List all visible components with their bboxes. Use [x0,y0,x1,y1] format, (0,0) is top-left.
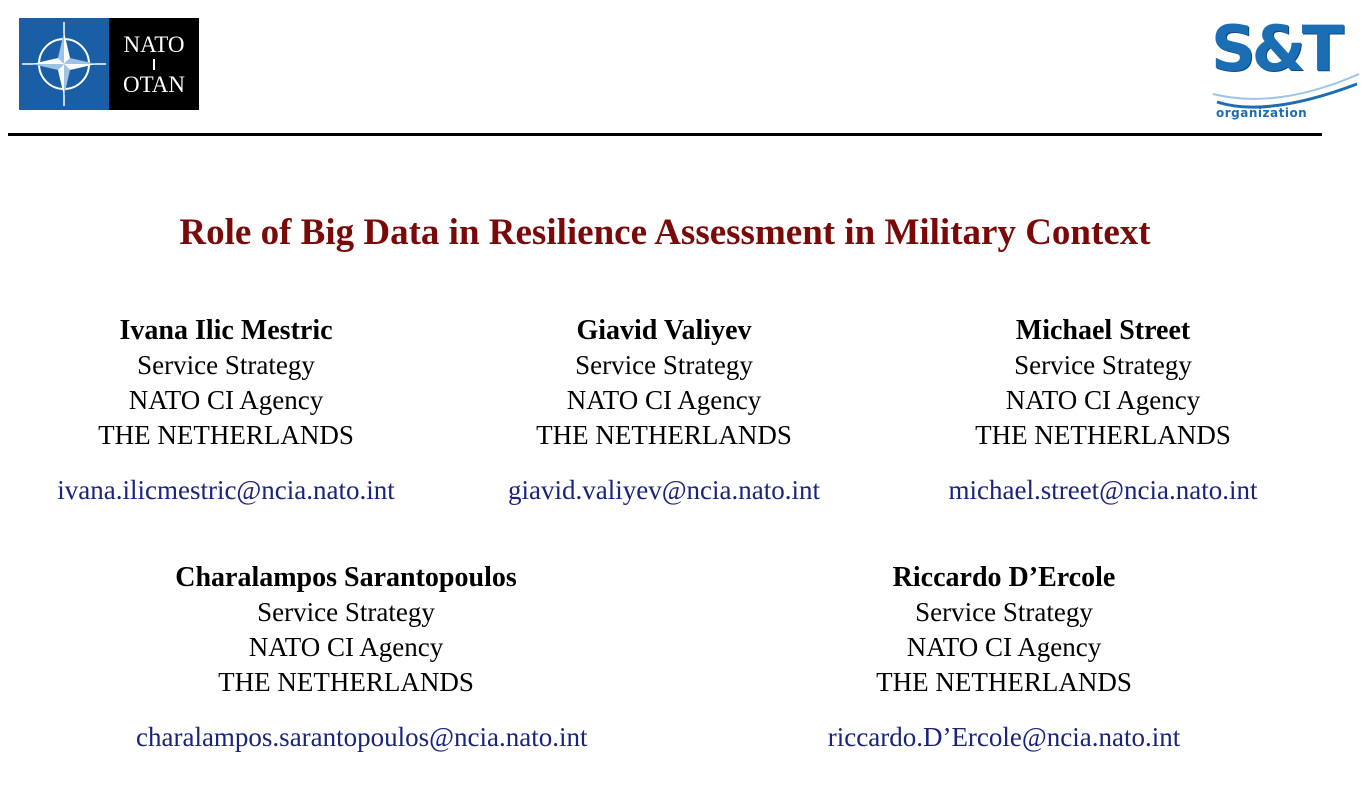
author-block [893,313,1313,508]
author-block [794,560,1214,755]
author-org: NATO CI Agency [566,385,762,415]
header-rule [8,133,1322,136]
author-email[interactable]: riccardo.D’Ercole@ncia.nato.int [827,722,1181,752]
author-block [16,313,436,508]
author-org: NATO CI Agency [128,385,324,415]
nato-compass-star-icon [19,18,109,110]
author-country: THE NETHERLANDS [98,420,354,450]
author-org: NATO CI Agency [1005,385,1201,415]
author-name: Ivana Ilic Mestric [119,315,333,346]
author-block [136,560,588,755]
author-name: Michael Street [1015,315,1191,346]
st-mark: S&T [1211,12,1341,85]
author-unit: Service Strategy [575,350,753,380]
author-email[interactable]: giavid.valiyev@ncia.nato.int [507,475,821,505]
nato-line2: OTAN [122,71,186,97]
nato-wordmark [109,18,199,110]
author-unit: Service Strategy [915,597,1093,627]
author-email[interactable]: ivana.ilicmestric@ncia.nato.int [57,475,395,505]
paper-title: Role of Big Data in Resilience Assessment in Military Context [179,212,1151,253]
author-country: THE NETHERLANDS [536,420,792,450]
nato-logo [19,18,199,110]
author-email[interactable]: michael.street@ncia.nato.int [948,475,1258,505]
author-unit: Service Strategy [257,597,435,627]
author-email[interactable]: charalampos.sarantopoulos@ncia.nato.int [136,722,588,752]
nato-divider [153,59,155,70]
st-caption: organization [1216,106,1308,120]
author-unit: Service Strategy [137,350,315,380]
author-org: NATO CI Agency [248,632,444,662]
author-country: THE NETHERLANDS [975,420,1231,450]
author-org: NATO CI Agency [906,632,1102,662]
author-unit: Service Strategy [1014,350,1192,380]
author-country: THE NETHERLANDS [218,667,474,697]
author-name: Charalampos Sarantopoulos [175,562,517,593]
author-name: Riccardo D’Ercole [892,562,1116,593]
nato-line1: NATO [123,31,185,57]
st-logo [1207,14,1362,126]
author-block [454,313,874,508]
author-country: THE NETHERLANDS [876,667,1132,697]
author-name: Giavid Valiyev [576,315,752,346]
